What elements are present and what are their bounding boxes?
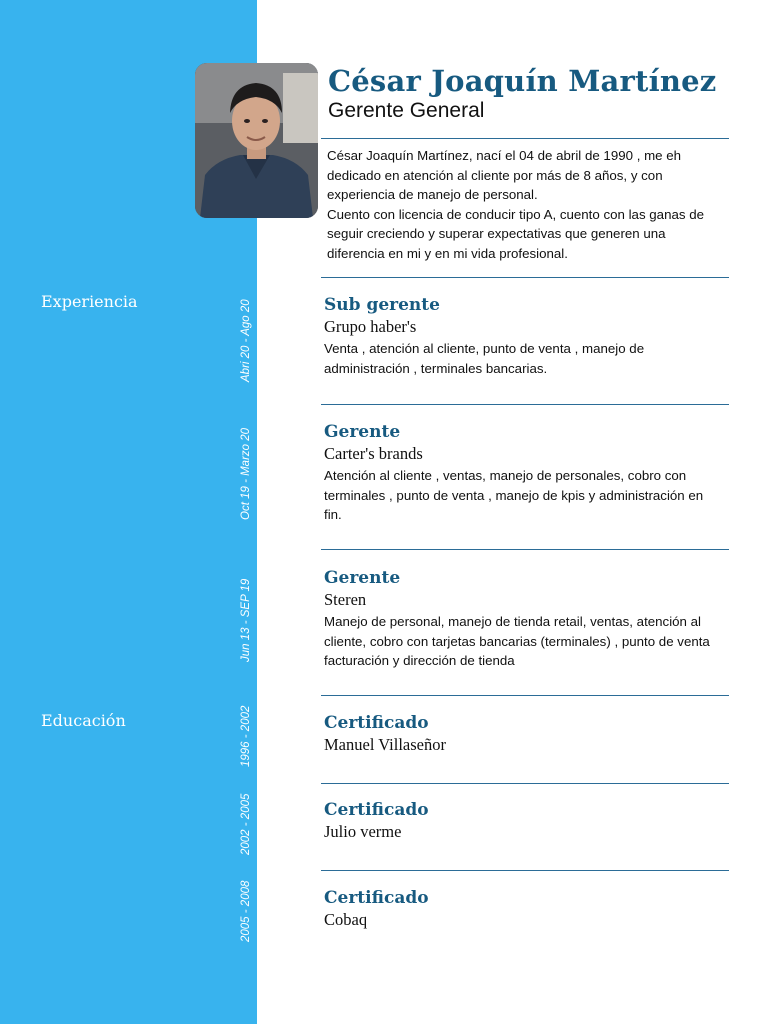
experience-organization: Carter's brands: [324, 444, 423, 463]
profile-photo-illustration: [195, 63, 318, 218]
experience-title: Gerente: [324, 422, 401, 442]
experience-organization: Grupo haber's: [324, 317, 417, 336]
experience-description: Venta , atención al cliente, punto de venta , manejo de administración , terminales bancarias.: [324, 341, 645, 376]
education-date: 1996 - 2002: [240, 705, 252, 767]
profile-photo: [195, 63, 318, 218]
divider: [321, 870, 729, 871]
experience-title: Sub gerente: [324, 295, 440, 315]
education-title: Certificado: [324, 888, 429, 908]
experience-date: Jun 13 - SEP 19: [240, 578, 252, 662]
divider: [321, 404, 729, 405]
education-institution: Manuel Villaseñor: [324, 735, 446, 754]
summary-paragraph: César Joaquín Martínez, nací el 04 de abril de 1990 , me eh dedicado en atención al cliente por más de 8 años, y con experiencia de manejo de personal.: [327, 148, 682, 202]
experience-entry: [324, 567, 724, 671]
candidate-title: Gerente General: [328, 99, 485, 122]
experience-section-label: Experiencia: [41, 292, 138, 311]
education-institution: Cobaq: [324, 910, 368, 929]
divider: [321, 138, 729, 139]
education-entry: [324, 712, 724, 756]
education-title: Certificado: [324, 800, 429, 820]
education-title: Certificado: [324, 713, 429, 733]
experience-description: Manejo de personal, manejo de tienda retail, ventas, atención al cliente, cobro con tarjetas bancarias (terminales) , punto de venta facturación y dirección de tienda: [324, 614, 710, 669]
experience-description: Atención al cliente , ventas, manejo de personales, cobro con terminales , punto de venta , manejo de kpis y administración en fin.: [324, 468, 704, 523]
divider: [321, 695, 729, 696]
experience-entry: [324, 421, 724, 525]
experience-title: Gerente: [324, 568, 401, 588]
divider: [321, 549, 729, 550]
education-date: 2005 - 2008: [240, 880, 252, 942]
experience-date: Oct 19 - Marzo 20: [240, 427, 252, 520]
divider: [321, 277, 729, 278]
education-entry: [324, 799, 724, 843]
experience-date: Abri 20 - Ago 20: [240, 299, 252, 382]
education-section-label: Educación: [41, 711, 126, 730]
experience-entry: [324, 294, 724, 378]
education-institution: Julio verme: [324, 822, 402, 841]
education-date: 2002 - 2005: [240, 793, 252, 855]
education-entry: [324, 887, 724, 931]
divider: [321, 783, 729, 784]
candidate-name: César Joaquín Martínez: [328, 64, 717, 98]
profile-summary: [327, 146, 722, 263]
experience-organization: Steren: [324, 590, 367, 609]
summary-paragraph: Cuento con licencia de conducir tipo A, cuento con las ganas de seguir creciendo y superar expectativas que generen una diferencia en mi y en mi vida profesional.: [327, 206, 704, 261]
